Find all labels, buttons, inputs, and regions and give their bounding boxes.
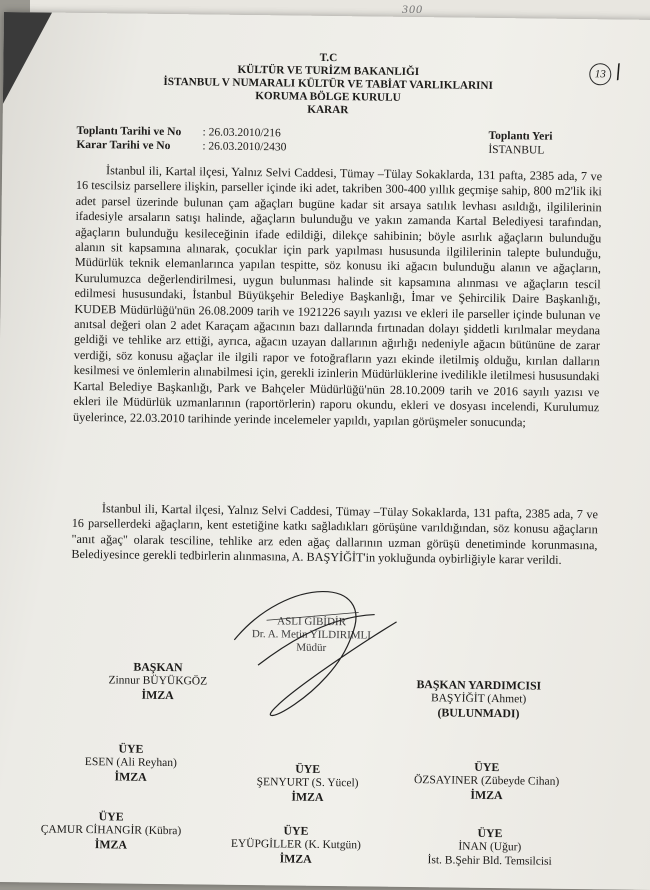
stamp-line-2: Dr. A. Metin YILDIRIMLI — [251, 628, 372, 642]
signatory-eyupgiller — [220, 823, 373, 867]
camur-status: İMZA — [94, 837, 127, 852]
header-region: KORUMA BÖLGE KURULU — [255, 90, 401, 104]
vice-chairman-name: BAŞYİĞİT (Ahmet) — [430, 692, 527, 706]
signatory-esen — [61, 741, 202, 785]
esen-name: ESEN (Ali Reyhan) — [84, 756, 177, 770]
chairman-title: BAŞKAN — [133, 659, 183, 675]
eyupgiller-name: EYÜPGİLLER (K. Kutgün) — [230, 837, 361, 852]
ozsayiner-title: ÜYE — [474, 759, 500, 775]
decision-paragraph-2: İstanbul ili, Kartal ilçesi, Yalnız Selvi Caddesi, Tümay –Tülay Sokaklarda, 131 pafta, 2385 ada, 7 ve 16 parsellerdeki ağaçların, kent estetiğine katkı sağladıkları görüşüne varıldığından, söz konusu ağaçların "anıt ağaç" olarak tesciline, tehlike arz eden ağaç dallarının uzman görüşü denetiminde korunmasına, Belediyesince gerekli tedbirlerin alınmasına, A. BAŞYİĞİT'in yokluğunda oybirliğiyle karar verildi. — [71, 501, 598, 568]
ozsayiner-status: İMZA — [470, 787, 503, 803]
signatory-vice-chairman — [393, 677, 564, 721]
signatory-chairman — [94, 659, 223, 703]
meeting-place-value: İSTANBUL — [488, 143, 545, 157]
chairman-status: İMZA — [141, 687, 174, 703]
signatory-ozsayiner — [396, 759, 576, 803]
eyupgiller-status: İMZA — [279, 851, 312, 866]
meeting-place-label: Toplantı Yeri — [488, 129, 553, 143]
document-page — [0, 12, 650, 890]
decision-paragraph-1: İstanbul ili, Kartal ilçesi, Yalnız Selvi Caddesi, Tümay –Tülay Sokaklarda, 131 pafta, 2385 ada, 7 ve 16 tescilsiz parsellere ilişkin, parseller içinde iki adet, takriben 300-400 yıllık geçmişe sahip, 800 m2'lik iki adet parsel üzerinde bulunan çam ağaçları bugüne kadar sit arsaya satılık levhası asıldığı, ilgililerinin ifadesiyle arsaların satışı halinde, ağaçların bulunduğu ve yakın zamanda Kartal Belediyesi tarafından, ağaçların bulunduğu kesileceğinin ifade edildiği, dilekçe sahibinin; böyle asırlık ağaçların bulunduğu alanın sit kapsamına alınarak, çocuklar için park yapılması hususunda ilgililerinin talepte bulunduğu, Müdürlük teknik elemanlarınca yapılan tespitte, söz konusu iki ağacın bulunduğu alanın ve ağaçların, Kurulumuzca değerlendirilmesi, uygun bulunması halinde sit kapsamına alınması ve ağaçların tescil edilmesi hususundaki, İstanbul Büyükşehir Belediye Başkanlığı, İmar ve Şehircilik Daire Başkanlığı, KUDEB Müdürlüğü'nün 26.08.2009 tarih ve 1921226 sayılı yazısı ve ekleri ile parseller içinde bulunan ve anıtsal değeri olan 2 adet Karaçam ağacının bazı dallarında fırtınadan dolayı şiddetli kırılmalar meydana geldiği ve tehlike arz ettiği, ayrıca, ağacın uzayan dallarının ağırlığı nedeniyle ağacın bütününe de zarar verdiği, söz konusu ağaçlar ile ilgili rapor ve fotoğrafların yazı ekinde iletilmiş olduğu, kırılan dalların kesilmesi ve önlemlerin alınabilmesi için, gerekli izinlerin Müdürlüklerine ivedilikle iletilmesi hususundaki Kartal Belediye Başkanlığı, Park ve Bahçeler Müdürlüğü'nün 28.10.2009 tarih ve 2016 sayılı yazısı ve ekleri ile Müdürlük uzmanlarının (raportörlerin) raporu okundu, ekleri ve dosyası incelendi, Kurulumuz üyelerince, 22.03.2010 tarihinde yerinde incelemeler yapıldı, yapılan görüşmeler sonucunda; — [72, 163, 603, 429]
ozsayiner-name: ÖZSAYINER (Zübeyde Cihan) — [413, 774, 560, 788]
vice-chairman-status: (BULUNMADI) — [437, 705, 520, 721]
back-sheet-number: 300 — [402, 2, 423, 16]
decision-date-value: : 26.03.2010/2430 — [202, 140, 287, 154]
signatory-camur — [18, 808, 204, 852]
header-board: İSTANBUL V NUMARALI KÜLTÜR VE TABİAT VARLIKLARINI — [163, 75, 493, 92]
signatory-inan — [410, 825, 571, 869]
header-decision: KARAR — [307, 103, 349, 117]
header-tc: T.C — [319, 51, 338, 65]
inan-name: İNAN (Uğur) — [458, 840, 522, 854]
header-ministry: KÜLTÜR VE TURİZM BAKANLIĞI — [237, 63, 420, 79]
stamp-line-1: ASLI GİBİDİR — [277, 615, 347, 629]
esen-title: ÜYE — [118, 741, 144, 756]
pen-mark: / — [612, 59, 625, 86]
decision-date-label: Karar Tarihi ve No — [76, 138, 171, 153]
senyurt-title: ÜYE — [295, 761, 321, 776]
senyurt-status: İMZA — [291, 789, 324, 804]
eyupgiller-title: ÜYE — [283, 823, 309, 838]
chairman-name: Zinnur BÜYÜKGÖZ — [108, 674, 208, 688]
page-number-circle: 13 — [589, 63, 611, 85]
camur-name: ÇAMUR CİHANGİR (Kübra) — [40, 823, 182, 838]
signatory-senyurt — [234, 761, 381, 805]
inan-status: İst. B.Şehir Bld. Temsilcisi — [427, 854, 552, 868]
meeting-date-value: : 26.03.2010/216 — [202, 126, 281, 140]
stamp-line-3: Müdür — [296, 641, 327, 654]
senyurt-name: ŞENYURT (S. Yücel) — [256, 776, 359, 790]
meeting-date-label: Toplantı Tarihi ve No — [76, 124, 182, 139]
camur-title: ÜYE — [98, 809, 124, 824]
vice-chairman-title: BAŞKAN YARDIMCISI — [416, 677, 542, 693]
inan-title: ÜYE — [477, 825, 503, 841]
esen-status: İMZA — [114, 769, 147, 784]
